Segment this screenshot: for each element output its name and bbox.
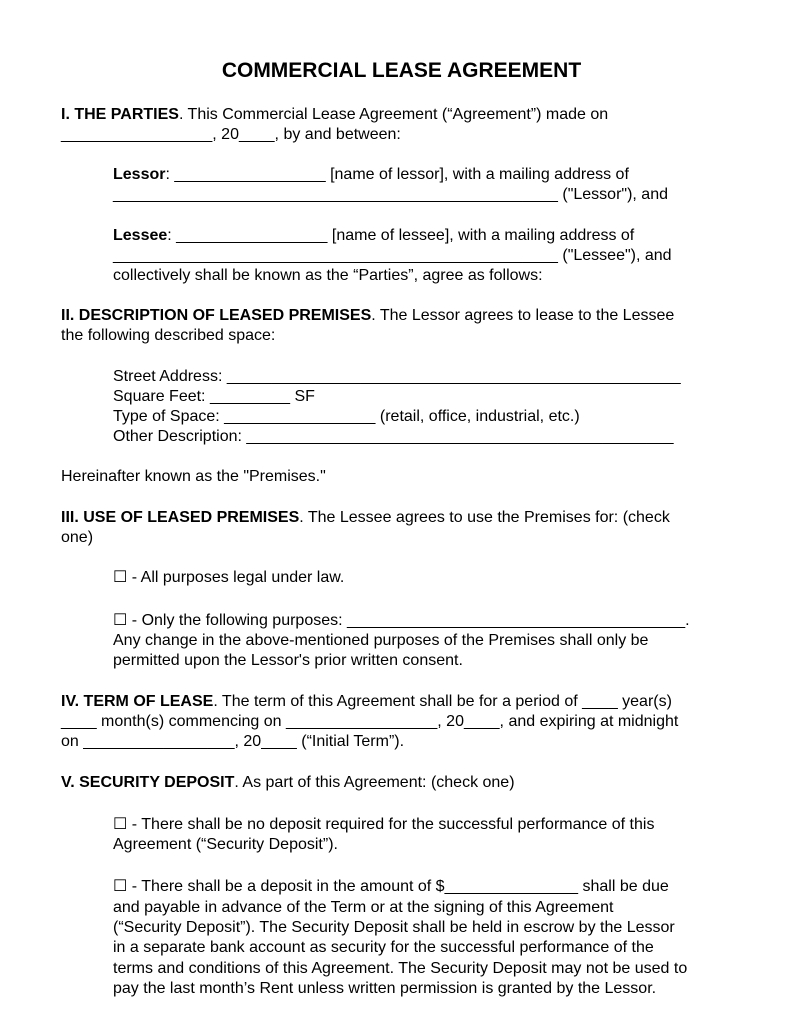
lessee-line-1[interactable] (113, 226, 634, 246)
use-all-label: - All purposes legal under law. (127, 569, 345, 586)
lessee-label: Lessee (113, 227, 168, 244)
use-line-2: one) (61, 529, 94, 546)
deposit-none-checkbox[interactable]: ☐ (113, 816, 128, 833)
lessor-label: Lessor (113, 166, 166, 183)
use-specific-field[interactable]: - Only the following purposes: ______________________________________. (127, 612, 690, 629)
deposit-none-label: - There shall be no deposit required for the successful performance of this (127, 816, 655, 833)
deposit-option-amount[interactable] (113, 877, 669, 897)
parties-text: . This Commercial Lease Agreement (“Agreement”) made on (178, 106, 609, 123)
lessee-name-field[interactable]: : _________________ [name of lessee], with a mailing address of (167, 227, 635, 244)
term-expiring-field[interactable]: on _________________, 20____ (“Initial Term”). (61, 733, 405, 750)
deposit-text-5: terms and conditions of this Agreement. The Security Deposit may not be used to (113, 960, 688, 977)
parties-line-1 (61, 105, 608, 125)
use-change-text-2: permitted upon the Lessor's prior written consent. (113, 652, 463, 669)
use-option-specific[interactable] (113, 611, 690, 631)
deposit-amount-checkbox[interactable]: ☐ (113, 878, 128, 895)
deposit-text-3: (“Security Deposit”). The Security Deposit shall be held in escrow by the Lessor (113, 919, 675, 936)
premises-line-1 (61, 306, 674, 326)
document-title: COMMERCIAL LEASE AGREEMENT (221, 59, 582, 82)
deposit-option-none[interactable] (113, 815, 654, 835)
deposit-text-2: and payable in advance of the Term or at the signing of this Agreement (113, 899, 614, 916)
deposit-none-label-2: Agreement (“Security Deposit”). (113, 836, 338, 853)
premises-text: . The Lessor agrees to lease to the Lessee (371, 307, 675, 324)
use-option-all[interactable] (113, 568, 344, 588)
deposit-line-1 (61, 773, 515, 793)
other-description-field[interactable]: Other Description: ________________________________________________ (113, 428, 674, 445)
premises-line-2: the following described space: (61, 327, 276, 344)
parties-heading: I. THE PARTIES (61, 106, 179, 123)
parties-line-2[interactable]: _________________, 20____, by and between: (61, 126, 401, 143)
square-feet-field[interactable]: Square Feet: _________ SF (113, 388, 315, 405)
use-all-checkbox[interactable]: ☐ (113, 569, 128, 586)
term-heading: IV. TERM OF LEASE (61, 693, 214, 710)
deposit-text-6: pay the last month’s Rent unless written permission is granted by the Lessor. (113, 980, 657, 997)
lessor-line-1[interactable] (113, 165, 629, 185)
lessee-address-field[interactable]: __________________________________________________ ("Lessee"), and (113, 247, 672, 264)
deposit-amount-field[interactable]: - There shall be a deposit in the amount of $_______________ shall be due (127, 878, 669, 895)
deposit-heading: V. SECURITY DEPOSIT (61, 774, 235, 791)
lessor-address-field[interactable]: __________________________________________________ ("Lessor"), and (113, 186, 668, 203)
use-heading: III. USE OF LEASED PREMISES (61, 509, 300, 526)
lessor-name-field[interactable]: : _________________ [name of lessor], with a mailing address of (165, 166, 629, 183)
street-address-field[interactable]: Street Address: ___________________________________________________ (113, 368, 681, 385)
term-commencing-field[interactable]: ____ month(s) commencing on _________________, 20____, and expiring at midnight (61, 713, 679, 730)
use-line-1 (61, 508, 670, 528)
use-text: . The Lessee agrees to use the Premises for: (check (299, 509, 670, 526)
premises-definition: Hereinafter known as the "Premises." (61, 468, 326, 485)
use-specific-checkbox[interactable]: ☐ (113, 612, 128, 629)
premises-heading: II. DESCRIPTION OF LEASED PREMISES (61, 307, 372, 324)
term-line-1[interactable] (61, 692, 672, 712)
deposit-text: . As part of this Agreement: (check one) (234, 774, 515, 791)
type-of-space-field[interactable]: Type of Space: _________________ (retail, office, industrial, etc.) (113, 408, 580, 425)
use-change-text-1: Any change in the above-mentioned purposes of the Premises shall only be (113, 632, 649, 649)
parties-collective-text: collectively shall be known as the “Parties”, agree as follows: (113, 267, 543, 284)
term-period-field[interactable]: . The term of this Agreement shall be for a period of ____ year(s) (213, 693, 672, 710)
deposit-text-4: in a separate bank account as security for the successful performance of the (113, 939, 654, 956)
